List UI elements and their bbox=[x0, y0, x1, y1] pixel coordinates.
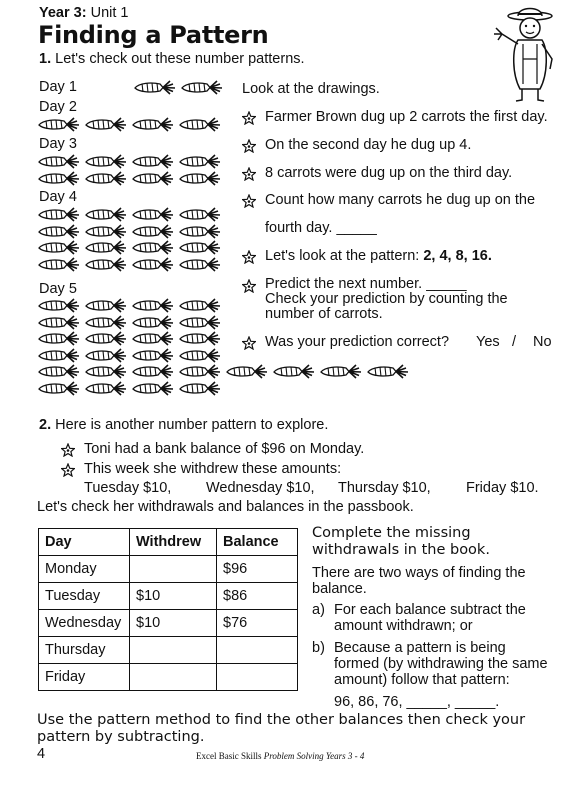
carrot-row bbox=[37, 171, 222, 186]
carrot-icon bbox=[84, 207, 128, 222]
book-title: Excel Basic Skills bbox=[196, 751, 262, 761]
carrot-icon bbox=[178, 207, 222, 222]
carrot-icon bbox=[178, 298, 222, 313]
page-number: 4 bbox=[37, 746, 46, 762]
carrot-icon bbox=[178, 257, 222, 272]
carrot-row bbox=[37, 240, 222, 255]
carrot-icon bbox=[37, 315, 81, 330]
option-b-line-1: Because a pattern is being bbox=[334, 640, 506, 656]
carrot-row bbox=[37, 381, 222, 396]
carrot-icon bbox=[84, 381, 128, 396]
carrot-icon bbox=[84, 364, 128, 379]
carrot-icon bbox=[131, 298, 175, 313]
table-row bbox=[39, 556, 298, 583]
book-footer bbox=[196, 751, 364, 761]
table-row bbox=[39, 583, 298, 610]
q1-item-6c: number of carrots. bbox=[265, 306, 383, 322]
withdrawal-tuesday: Tuesday $10, bbox=[84, 480, 172, 496]
cell-withdrew[interactable] bbox=[130, 556, 217, 583]
carrot-row bbox=[37, 331, 222, 346]
carrot-icon bbox=[178, 348, 222, 363]
carrot-icon bbox=[84, 315, 128, 330]
carrot-icon bbox=[37, 381, 81, 396]
carrot-icon bbox=[131, 348, 175, 363]
carrot-icon bbox=[131, 315, 175, 330]
carrot-icon bbox=[37, 224, 81, 239]
q1-intro bbox=[39, 51, 305, 67]
carrot-icon bbox=[37, 364, 81, 379]
q1-item-6: Predict the next number. _____ bbox=[265, 276, 467, 292]
carrot-row bbox=[37, 364, 410, 379]
complete-missing-line-2: withdrawals in the book. bbox=[312, 542, 490, 558]
carrot-icon bbox=[366, 364, 410, 379]
carrot-icon bbox=[37, 117, 81, 132]
year-label: Year 3: bbox=[39, 5, 87, 21]
carrot-icon bbox=[84, 117, 128, 132]
book-subtitle: Problem Solving Years 3 - 4 bbox=[263, 751, 365, 761]
carrot-icon bbox=[131, 331, 175, 346]
option-b-line-2: formed (by withdrawing the same bbox=[334, 656, 548, 672]
carrot-icon bbox=[131, 240, 175, 255]
unit-label: Unit 1 bbox=[90, 5, 129, 21]
carrot-icon bbox=[180, 80, 224, 95]
yes-option[interactable]: Yes bbox=[476, 334, 500, 350]
unit-header bbox=[39, 5, 129, 21]
star-bullet-icon bbox=[242, 111, 256, 125]
passbook-table bbox=[38, 528, 298, 691]
check-passbook-line: Let's check her withdrawals and balances in the passbook. bbox=[37, 499, 414, 515]
cell-day: Tuesday bbox=[39, 583, 130, 610]
carrot-icon bbox=[84, 257, 128, 272]
carrot-icon bbox=[131, 364, 175, 379]
header-day: Day bbox=[39, 529, 130, 556]
withdrawal-thursday: Thursday $10, bbox=[338, 480, 431, 496]
q1-item-4b: fourth day. _____ bbox=[265, 220, 377, 236]
footer-instruction-1: Use the pattern method to find the other balances then check your bbox=[37, 712, 526, 728]
option-a-label: a) bbox=[312, 602, 325, 618]
cell-day: Friday bbox=[39, 664, 130, 691]
carrot-icon bbox=[37, 171, 81, 186]
table-row bbox=[39, 610, 298, 637]
cell-withdrew[interactable] bbox=[130, 664, 217, 691]
day-5-label: Day 5 bbox=[39, 281, 77, 297]
star-bullet-icon bbox=[242, 336, 256, 350]
option-a-line-2: amount withdrawn; or bbox=[334, 618, 473, 634]
withdrawal-wednesday: Wednesday $10, bbox=[206, 480, 315, 496]
carrot-icon bbox=[178, 224, 222, 239]
q2-bullet-1: Toni had a bank balance of $96 on Monday. bbox=[84, 441, 365, 457]
table-row bbox=[39, 637, 298, 664]
carrot-icon bbox=[84, 154, 128, 169]
option-b-line-3: amount) follow that pattern: bbox=[334, 672, 510, 688]
carrot-row bbox=[37, 257, 222, 272]
carrot-icon bbox=[178, 171, 222, 186]
carrot-row bbox=[37, 117, 222, 132]
pattern-sequence: 2, 4, 8, 16. bbox=[423, 248, 492, 264]
cell-day: Thursday bbox=[39, 637, 130, 664]
sequence-answer-line[interactable]: 96, 86, 76, _____, _____. bbox=[334, 694, 500, 710]
cell-balance[interactable] bbox=[217, 664, 298, 691]
carrot-icon bbox=[131, 154, 175, 169]
option-a-line-1: For each balance subtract the bbox=[334, 602, 526, 618]
cell-balance: $96 bbox=[217, 556, 298, 583]
slash-separator: / bbox=[512, 334, 517, 350]
carrot-icon bbox=[131, 257, 175, 272]
star-bullet-icon bbox=[242, 194, 256, 208]
option-b-label: b) bbox=[312, 640, 325, 656]
q2-number: 2. bbox=[39, 417, 52, 433]
q1-item-1: Farmer Brown dug up 2 carrots the first day. bbox=[265, 109, 548, 125]
two-ways-line-1: There are two ways of finding the bbox=[312, 565, 526, 581]
carrot-row bbox=[37, 298, 222, 313]
carrot-icon bbox=[178, 154, 222, 169]
carrot-icon bbox=[131, 171, 175, 186]
cell-day: Wednesday bbox=[39, 610, 130, 637]
table-row bbox=[39, 664, 298, 691]
carrot-icon bbox=[84, 348, 128, 363]
cell-withdrew: $10 bbox=[130, 610, 217, 637]
carrot-row bbox=[133, 80, 224, 95]
carrot-icon bbox=[178, 117, 222, 132]
carrot-icon bbox=[37, 154, 81, 169]
star-bullet-icon bbox=[242, 279, 256, 293]
carrot-icon bbox=[272, 364, 316, 379]
cell-balance[interactable] bbox=[217, 637, 298, 664]
star-bullet-icon bbox=[242, 167, 256, 181]
carrot-icon bbox=[84, 224, 128, 239]
carrot-icon bbox=[37, 348, 81, 363]
day-4-label: Day 4 bbox=[39, 189, 77, 205]
two-ways-line-2: balance. bbox=[312, 581, 367, 597]
carrot-row bbox=[37, 207, 222, 222]
carrot-icon bbox=[37, 257, 81, 272]
cell-balance: $86 bbox=[217, 583, 298, 610]
page-title: Finding a Pattern bbox=[38, 21, 269, 49]
table-header-row bbox=[39, 529, 298, 556]
q1-number: 1. bbox=[39, 51, 52, 67]
carrot-icon bbox=[178, 331, 222, 346]
carrot-icon bbox=[178, 240, 222, 255]
carrot-icon bbox=[178, 381, 222, 396]
carrot-icon bbox=[37, 298, 81, 313]
carrot-icon bbox=[84, 298, 128, 313]
carrot-icon bbox=[37, 240, 81, 255]
carrot-row bbox=[37, 154, 222, 169]
carrot-row bbox=[37, 348, 222, 363]
pattern-label: Let's look at the pattern: bbox=[265, 248, 420, 264]
complete-missing-line-1: Complete the missing bbox=[312, 525, 471, 541]
header-withdrew: Withdrew bbox=[130, 529, 217, 556]
carrot-icon bbox=[131, 207, 175, 222]
carrot-icon bbox=[178, 315, 222, 330]
q1-item-2: On the second day he dug up 4. bbox=[265, 137, 472, 153]
no-option[interactable]: No bbox=[533, 334, 552, 350]
carrot-icon bbox=[178, 364, 222, 379]
look-at-drawings: Look at the drawings. bbox=[242, 81, 380, 97]
q1-item-6b: Check your prediction by counting the bbox=[265, 291, 508, 307]
q1-item-5 bbox=[265, 248, 492, 264]
carrot-icon bbox=[131, 381, 175, 396]
carrot-icon bbox=[84, 171, 128, 186]
q2-intro-text: Here is another number pattern to explore. bbox=[55, 417, 329, 433]
day-1-label: Day 1 bbox=[39, 79, 77, 95]
withdrawal-friday: Friday $10. bbox=[466, 480, 539, 496]
carrot-icon bbox=[131, 117, 175, 132]
farmer-brown-illustration bbox=[490, 4, 570, 104]
q1-item-4: Count how many carrots he dug up on the bbox=[265, 192, 536, 208]
star-bullet-icon bbox=[61, 463, 75, 477]
star-bullet-icon bbox=[61, 443, 75, 457]
carrot-icon bbox=[37, 331, 81, 346]
q1-item-3: 8 carrots were dug up on the third day. bbox=[265, 165, 513, 181]
carrot-icon bbox=[131, 224, 175, 239]
carrot-icon bbox=[319, 364, 363, 379]
carrot-row bbox=[37, 315, 222, 330]
q2-intro bbox=[39, 417, 328, 433]
cell-day: Monday bbox=[39, 556, 130, 583]
header-balance: Balance bbox=[217, 529, 298, 556]
q2-bullet-2: This week she withdrew these amounts: bbox=[84, 461, 342, 477]
star-bullet-icon bbox=[242, 139, 256, 153]
q1-intro-text: Let's check out these number patterns. bbox=[55, 51, 305, 67]
carrot-icon bbox=[84, 331, 128, 346]
carrot-icon bbox=[133, 80, 177, 95]
star-bullet-icon bbox=[242, 250, 256, 264]
cell-withdrew[interactable] bbox=[130, 637, 217, 664]
carrot-icon bbox=[225, 364, 269, 379]
footer-instruction-2: pattern by subtracting. bbox=[37, 729, 205, 745]
cell-withdrew: $10 bbox=[130, 583, 217, 610]
carrot-icon bbox=[84, 240, 128, 255]
cell-balance: $76 bbox=[217, 610, 298, 637]
q1-item-7: Was your prediction correct? bbox=[265, 334, 450, 350]
day-2-label: Day 2 bbox=[39, 99, 77, 115]
carrot-row bbox=[37, 224, 222, 239]
day-3-label: Day 3 bbox=[39, 136, 77, 152]
carrot-icon bbox=[37, 207, 81, 222]
